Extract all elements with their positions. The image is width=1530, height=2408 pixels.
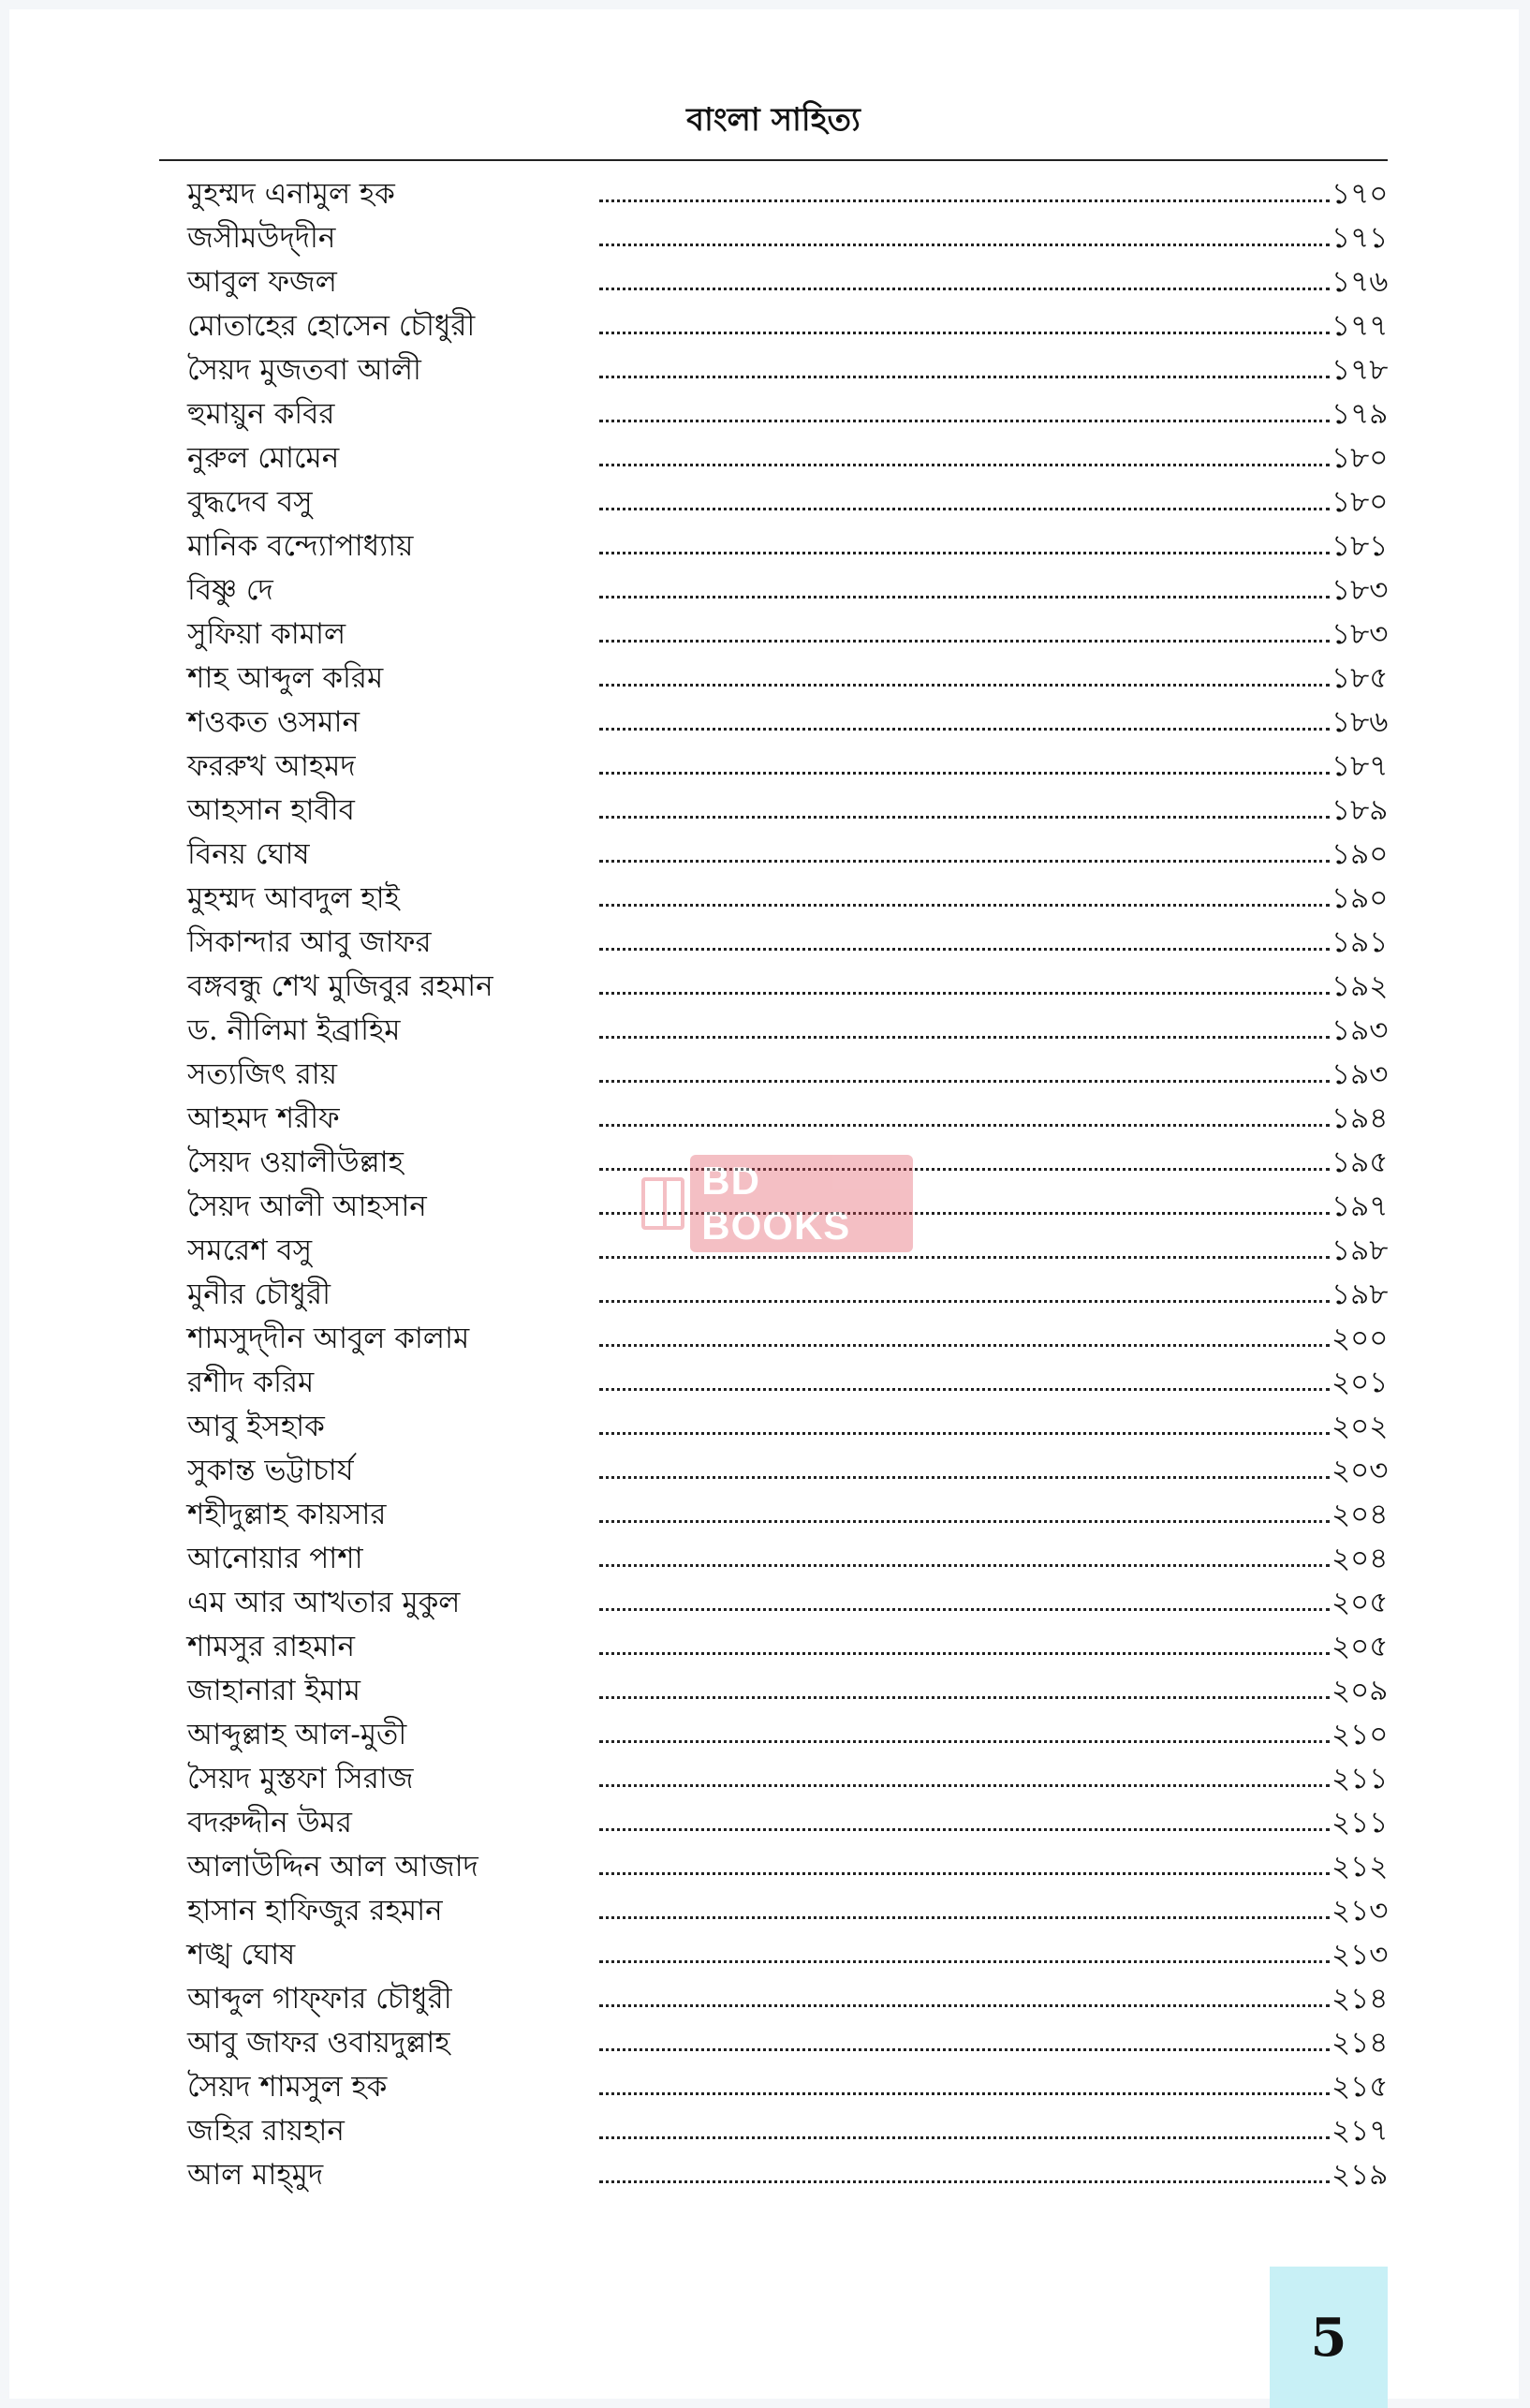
watermark	[641, 1159, 913, 1248]
toc-dot-leader	[599, 288, 1330, 290]
toc-entry	[187, 1449, 1388, 1493]
toc-dot-leader	[599, 2004, 1330, 2007]
running-header-title: বাংলা সাহিত্য	[686, 101, 861, 139]
toc-entry-name: সৈয়দ মুস্তফা সিরাজ	[187, 1762, 414, 1795]
toc-dot-leader	[599, 2136, 1330, 2139]
toc-entry-name: শঙ্খ ঘোষ	[187, 1938, 296, 1972]
toc-entry-page: ১৮৩	[1331, 617, 1389, 651]
toc-entry-page: ২০৫	[1331, 1630, 1389, 1663]
toc-dot-leader	[599, 992, 1330, 995]
toc-entry-name: বদরুদ্দীন উমর	[187, 1806, 352, 1839]
toc-entry	[187, 1361, 1388, 1405]
toc-entry-page: ১৯৮	[1331, 1278, 1389, 1311]
toc-entry	[187, 1801, 1388, 1845]
toc-entry-name: আনোয়ার পাশা	[187, 1542, 363, 1575]
toc-entry-page: ১৯৪	[1331, 1101, 1389, 1135]
toc-entry-page: ১৭৭	[1331, 309, 1389, 343]
toc-dot-leader	[599, 1036, 1330, 1039]
toc-entry	[187, 877, 1388, 921]
toc-entry	[187, 216, 1388, 260]
toc-dot-leader	[599, 199, 1330, 202]
toc-entry-page: ২১২	[1331, 1850, 1389, 1884]
toc-dot-leader	[599, 244, 1330, 246]
toc-entry	[187, 569, 1388, 613]
toc-entry-name: সুফিয়া কামাল	[187, 617, 346, 651]
toc-entry-page: ২০৫	[1331, 1586, 1389, 1619]
toc-dot-leader	[599, 376, 1330, 378]
toc-entry-name: হাসান হাফিজুর রহমান	[187, 1894, 443, 1928]
toc-entry-name: নুরুল মোমেন	[187, 441, 340, 475]
toc-entry-page: ২১১	[1331, 1762, 1389, 1795]
toc-dot-leader	[599, 1388, 1330, 1391]
toc-entry-name: আবুল ফজল	[187, 265, 337, 299]
toc-entry-name: আব্দুল গাফ্‌ফার চৌধুরী	[187, 1982, 452, 2016]
toc-entry-name: সৈয়দ আলী আহসান	[187, 1189, 427, 1223]
toc-dot-leader	[599, 816, 1330, 819]
toc-entry-page: ২১৪	[1331, 2026, 1389, 2060]
toc-dot-leader	[599, 2092, 1330, 2095]
toc-entry-page: ১৭৬	[1331, 265, 1389, 299]
toc-entry	[187, 348, 1388, 392]
toc-dot-leader	[599, 1608, 1330, 1611]
toc-entry-name: মোতাহের হোসেন চৌধুরী	[187, 309, 476, 343]
toc-entry-page: ২১৪	[1331, 1982, 1389, 2016]
toc-entry-name: মুনীর চৌধুরী	[187, 1278, 331, 1311]
toc-entry	[187, 1405, 1388, 1449]
toc-entry	[187, 965, 1388, 1009]
toc-entry-page: ২১৩	[1331, 1894, 1389, 1928]
toc-entry	[187, 1273, 1388, 1317]
toc-dot-leader	[599, 508, 1330, 510]
toc-dot-leader	[599, 1696, 1330, 1699]
toc-entry-page: ২০৯	[1331, 1674, 1389, 1707]
toc-entry	[187, 701, 1388, 745]
toc-entry	[187, 304, 1388, 348]
toc-entry	[187, 1889, 1388, 1933]
toc-entry	[187, 1493, 1388, 1537]
toc-entry	[187, 1053, 1388, 1097]
toc-entry-name: সুকান্ত ভট্টাচার্য	[187, 1454, 354, 1487]
toc-dot-leader	[599, 948, 1330, 951]
toc-dot-leader	[599, 420, 1330, 422]
toc-entry-page: ১৯২	[1331, 969, 1389, 1003]
toc-entry-name: শহীদুল্লাহ কায়সার	[187, 1498, 387, 1531]
toc-entry	[187, 1669, 1388, 1713]
toc-entry-name: আবু জাফর ওবায়দুল্লাহ	[187, 2026, 450, 2060]
toc-entry	[187, 921, 1388, 965]
toc-entry	[187, 745, 1388, 789]
toc-entry	[187, 1845, 1388, 1889]
toc-entry-name: এম আর আখতার মুকুল	[187, 1586, 461, 1619]
book-page	[9, 9, 1519, 2399]
page-number-box	[1270, 2267, 1388, 2408]
toc-dot-leader	[599, 1300, 1330, 1303]
toc-entry	[187, 436, 1388, 480]
toc-dot-leader	[599, 1960, 1330, 1963]
toc-entry-name: সমরেশ বসু	[187, 1234, 313, 1267]
toc-entry-name: সৈয়দ শামসুল হক	[187, 2070, 388, 2104]
toc-entry-page: ১৮৬	[1331, 705, 1389, 739]
toc-entry	[187, 789, 1388, 833]
toc-entry-name: আব্দুল্লাহ আল-মুতী	[187, 1718, 407, 1751]
toc-entry-page: ১৯৫	[1331, 1145, 1389, 1179]
toc-entry-name: বুদ্ধদেব বসু	[187, 485, 313, 519]
toc-dot-leader	[599, 1432, 1330, 1435]
toc-entry	[187, 2153, 1388, 2197]
toc-dot-leader	[599, 1124, 1330, 1127]
toc-entry-page: ২০৪	[1331, 1498, 1389, 1531]
toc-entry-page: ২১৭	[1331, 2114, 1389, 2148]
toc-entry-name: জসীমউদ্‌দীন	[187, 221, 336, 255]
page-number: 5	[1310, 2306, 1347, 2369]
toc-dot-leader	[599, 596, 1330, 598]
toc-entry-page: ১৮০	[1331, 441, 1389, 475]
toc-entry	[187, 1933, 1388, 1977]
toc-entry	[187, 480, 1388, 524]
toc-entry	[187, 2109, 1388, 2153]
toc-dot-leader	[599, 1740, 1330, 1743]
toc-entry	[187, 392, 1388, 436]
toc-entry-page: ২১১	[1331, 1806, 1389, 1839]
toc-entry-name: শামসুর রাহমান	[187, 1630, 355, 1663]
toc-entry-page: ১৮৫	[1331, 661, 1389, 695]
toc-entry	[187, 2065, 1388, 2109]
toc-dot-leader	[599, 728, 1330, 731]
toc-entry-name: বিষ্ণু দে	[187, 573, 273, 607]
toc-entry	[187, 613, 1388, 657]
toc-entry-page: ১৯০	[1331, 837, 1389, 871]
toc-entry	[187, 524, 1388, 569]
toc-entry-page: ২১৫	[1331, 2070, 1389, 2104]
toc-dot-leader	[599, 1344, 1330, 1347]
toc-entry	[187, 1009, 1388, 1053]
toc-dot-leader	[599, 1564, 1330, 1567]
toc-entry-page: ১৯৭	[1331, 1189, 1389, 1223]
toc-entry-name: শওকত ওসমান	[187, 705, 360, 739]
toc-dot-leader	[599, 464, 1330, 466]
book-logo-icon	[641, 1177, 684, 1230]
toc-entry-page: ১৭১	[1331, 221, 1389, 255]
toc-entry	[187, 1581, 1388, 1625]
toc-entry-page: ১৯৩	[1331, 1013, 1389, 1047]
toc-entry-name: আবু ইসহাক	[187, 1410, 325, 1443]
watermark-text: BD BOOKS	[690, 1155, 913, 1252]
toc-dot-leader	[599, 860, 1330, 863]
toc-entry-name: সিকান্দার আবু জাফর	[187, 925, 432, 959]
toc-dot-leader	[599, 640, 1330, 643]
toc-entry	[187, 1625, 1388, 1669]
toc-entry-page: ১৮০	[1331, 485, 1389, 519]
toc-entry	[187, 657, 1388, 701]
toc-entry-name: আহমদ শরীফ	[187, 1101, 340, 1135]
toc-entry-page: ২১০	[1331, 1718, 1389, 1751]
toc-entry-name: রশীদ করিম	[187, 1366, 315, 1399]
toc-entry	[187, 1977, 1388, 2021]
toc-entry-name: জহির রায়হান	[187, 2114, 345, 2148]
toc-dot-leader	[599, 332, 1330, 334]
toc-entry-page: ১৮৩	[1331, 573, 1389, 607]
toc-entry	[187, 172, 1388, 216]
toc-entry-page: ১৮৭	[1331, 749, 1389, 783]
toc-entry-name: ড. নীলিমা ইব্রাহিম	[187, 1013, 401, 1047]
toc-entry	[187, 260, 1388, 304]
toc-dot-leader	[599, 1916, 1330, 1919]
toc-entry-page: ১৯১	[1331, 925, 1389, 959]
toc-entry-page: ১৭০	[1331, 177, 1389, 211]
toc-entry-name: সৈয়দ মুজতবা আলী	[187, 353, 421, 387]
toc-dot-leader	[599, 552, 1330, 554]
toc-dot-leader	[599, 684, 1330, 687]
toc-entry-page: ১৯৩	[1331, 1057, 1389, 1091]
toc-entry	[187, 1713, 1388, 1757]
toc-entry-page: ১৮৯	[1331, 793, 1389, 827]
toc-entry-name: মুহম্মদ এনামুল হক	[187, 177, 395, 211]
toc-entry-name: শাহ আব্দুল করিম	[187, 661, 384, 695]
toc-entry-page: ২০৩	[1331, 1454, 1389, 1487]
toc-entry-name: সৈয়দ ওয়ালীউল্লাহ	[187, 1145, 404, 1179]
header-divider	[159, 159, 1388, 161]
toc-entry	[187, 1097, 1388, 1141]
toc-entry-name: হুমায়ুন কবির	[187, 397, 335, 431]
toc-entry	[187, 1537, 1388, 1581]
toc-dot-leader	[599, 1476, 1330, 1479]
toc-dot-leader	[599, 1828, 1330, 1831]
toc-entry-name: আলাউদ্দিন আল আজাদ	[187, 1850, 478, 1884]
toc-entry-name: মুহম্মদ আবদুল হাই	[187, 881, 400, 915]
toc-entry-page: ২১৩	[1331, 1938, 1389, 1972]
toc-dot-leader	[599, 1256, 1330, 1259]
toc-entry	[187, 1317, 1388, 1361]
toc-entry-name: মানিক বন্দ্যোপাধ্যায়	[187, 529, 414, 563]
toc-entry-page: ১৯৮	[1331, 1234, 1389, 1267]
toc-entry	[187, 1757, 1388, 1801]
toc-entry-name: ফররুখ আহমদ	[187, 749, 356, 783]
toc-entry-name: আল মাহ্‌মুদ	[187, 2158, 324, 2192]
toc-entry-page: ২০২	[1331, 1410, 1389, 1443]
toc-entry-page: ১৭৯	[1331, 397, 1389, 431]
toc-entry-page: ২১৯	[1331, 2158, 1389, 2192]
toc-entry	[187, 833, 1388, 877]
toc-entry-name: শামসুদ্‌দীন আবুল কালাম	[187, 1322, 470, 1355]
toc-dot-leader	[599, 1520, 1330, 1523]
toc-dot-leader	[599, 904, 1330, 907]
toc-entry-name: সত্যজিৎ রায়	[187, 1057, 338, 1091]
toc-entry-page: ২০৪	[1331, 1542, 1389, 1575]
toc-entry-page: ২০১	[1331, 1366, 1389, 1399]
toc-entry-page: ১৭৮	[1331, 353, 1389, 387]
toc-dot-leader	[599, 1080, 1330, 1083]
toc-entry	[187, 2021, 1388, 2065]
toc-entry-name: আহসান হাবীব	[187, 793, 355, 827]
toc-entry-name: জাহানারা ইমাম	[187, 1674, 360, 1707]
toc-dot-leader	[599, 2048, 1330, 2051]
toc-dot-leader	[599, 772, 1330, 775]
toc-entry-page: ১৮১	[1331, 529, 1389, 563]
toc-dot-leader	[599, 1784, 1330, 1787]
toc-entry-name: বঙ্গবন্ধু শেখ মুজিবুর রহমান	[187, 969, 493, 1003]
toc-dot-leader	[599, 1872, 1330, 1875]
toc-entry-page: ১৯০	[1331, 881, 1389, 915]
toc-dot-leader	[599, 1652, 1330, 1655]
toc-dot-leader	[599, 2180, 1330, 2183]
toc-entry-page: ২০০	[1331, 1322, 1389, 1355]
toc-entry-name: বিনয় ঘোষ	[187, 837, 310, 871]
